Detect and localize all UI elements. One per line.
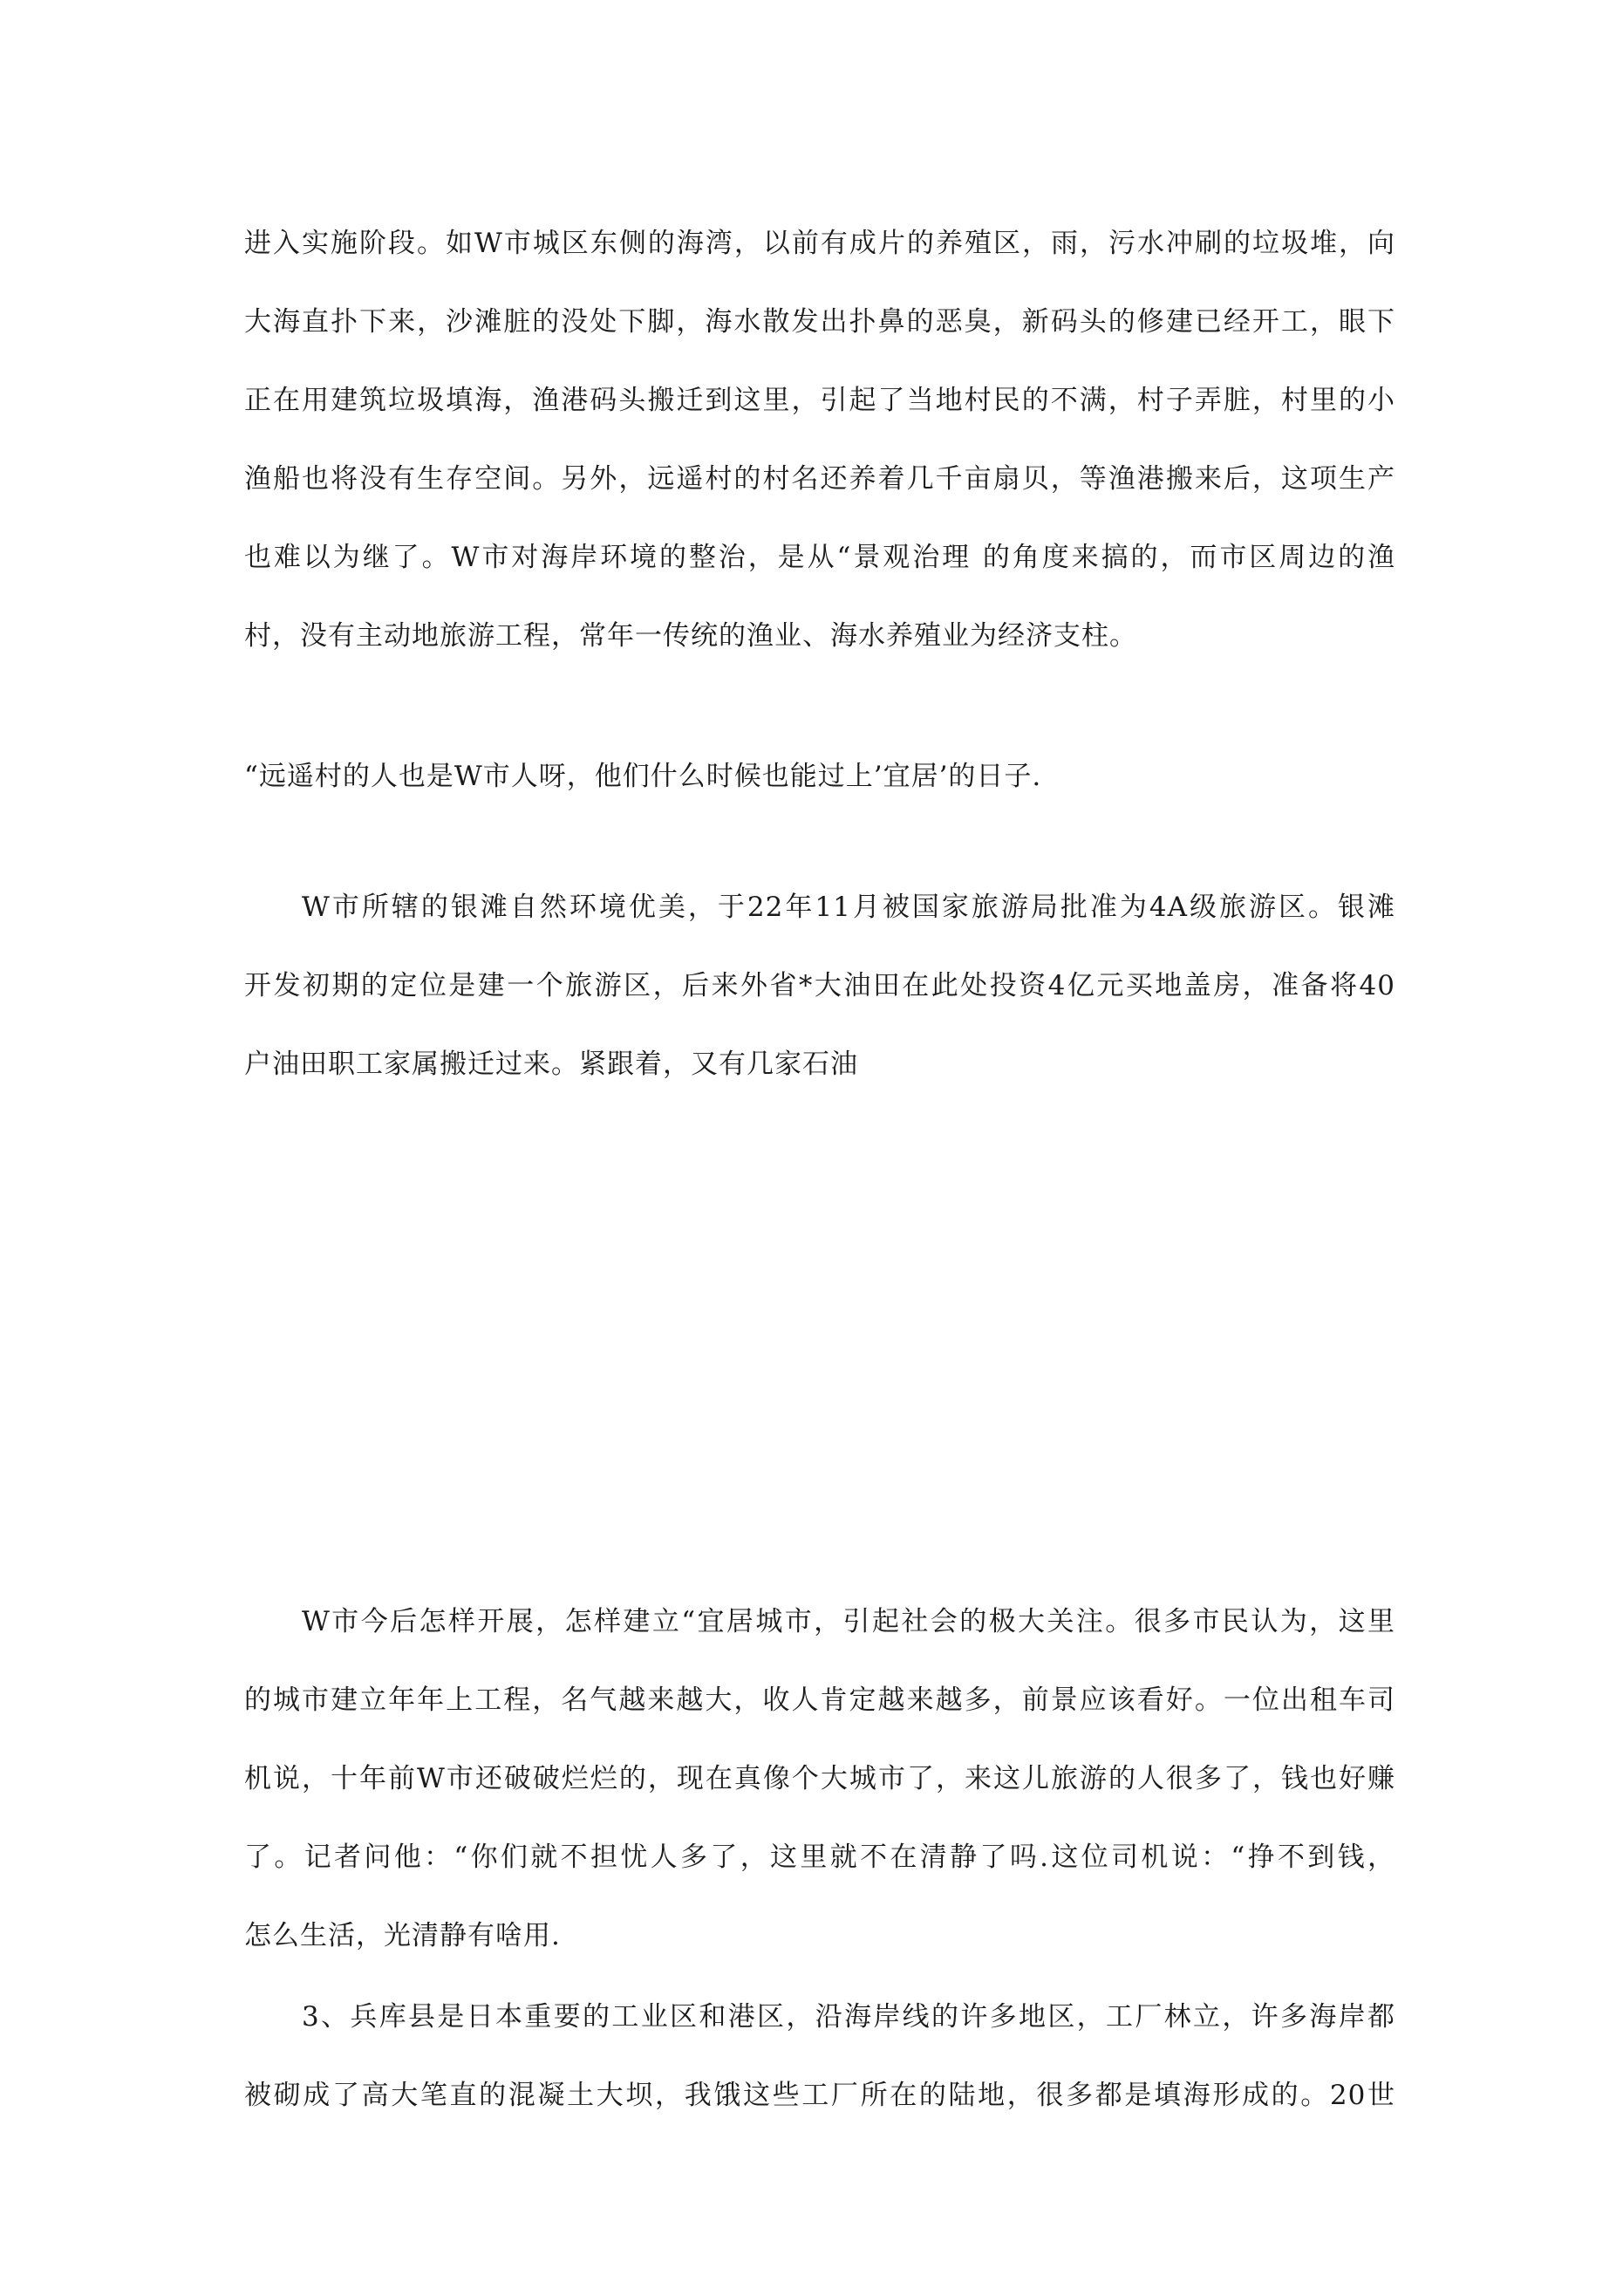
text-line: 也难以为继了。W市对海岸环境的整治，是从“景观治理 的角度来搞的，而市区周边的渔: [244, 542, 1395, 573]
column-line: [949, 1172, 1395, 1208]
paragraph-livable-city: [244, 1582, 1395, 1975]
paragraph-quote-villagers: [244, 737, 1395, 816]
column-line: [949, 1315, 1395, 1351]
column-line: [949, 1137, 1395, 1172]
text-line: 村，没有主动地旅游工程，常年一传统的渔业、海水养殖业为经济支柱。: [244, 620, 1137, 652]
column-line: [949, 1423, 1395, 1459]
paragraph-silver-beach: [244, 868, 1395, 1104]
text-line: 渔船也将没有生存空间。另外，远遥村的村名还养着几千亩扇贝，等渔港搬来后，这项生产: [244, 463, 1395, 495]
paragraph-hyogo: [244, 1978, 1395, 2135]
column-line: [949, 1280, 1395, 1315]
column-line: [949, 1387, 1395, 1423]
text-line: 被砌成了高大笔直的混凝土大坝，我饿这些工厂所在的陆地，很多都是填海形成的。20世: [244, 2080, 1395, 2111]
side-column-text: [949, 1137, 1395, 1530]
text-line: 怎么生活，光清静有啥用.: [244, 1920, 561, 1951]
text-line: 了。记者问他：“你们就不担忧人多了，这里就不在清静了吗.这位司机说：“挣不到钱，: [244, 1842, 1395, 1873]
text-line: 机说，十年前W市还破破烂烂的，现在真像个大城市了，来这儿旅游的人很多了，钱也好赚: [244, 1763, 1395, 1794]
text-line: 3、兵库县是日本重要的工业区和港区，沿海岸线的许多地区，工厂林立，许多海岸都: [302, 2001, 1395, 2033]
text-line: 户油田职工家属搬迁过来。紧跟着，又有几家石油: [244, 1049, 858, 1080]
text-line: 正在用建筑垃圾填海，渔港码头搬迁到这里，引起了当地村民的不满，村子弄脏，村里的小: [244, 385, 1395, 416]
text-line: “远遥村的人也是W市人呀，他们什么时候也能过上’宜居’的日子.: [244, 761, 1042, 792]
text-line: 开发初期的定位是建一个旅游区，后来外省*大油田在此处投资4亿元买地盖房，准备将40: [244, 970, 1395, 1001]
text-line: 大海直扑下来，沙滩脏的没处下脚，海水散发出扑鼻的恶臭，新码头的修建已经开工，眼下: [244, 306, 1395, 338]
paragraph-fishing-harbor: [244, 204, 1395, 675]
text-line: W市所辖的银滩自然环境优美，于22年11月被国家旅游局批准为4A级旅游区。银滩: [302, 892, 1395, 923]
text-line: 的城市建立年年上工程，名气越来越大，收人肯定越来越多，前景应该看好。一位出租车司: [244, 1684, 1395, 1716]
text-line: 进入实施阶段。如W市城区东侧的海湾，以前有成片的养殖区，雨，污水冲刷的垃圾堆，向: [244, 228, 1395, 259]
column-line: [949, 1351, 1395, 1387]
column-line: [949, 1459, 1395, 1494]
column-line: [949, 1208, 1395, 1244]
column-line: [949, 1494, 1395, 1530]
text-line: W市今后怎样开展，怎样建立“宜居城市，引起社会的极大关注。很多市民认为，这里: [302, 1606, 1395, 1637]
column-line: [949, 1244, 1395, 1280]
